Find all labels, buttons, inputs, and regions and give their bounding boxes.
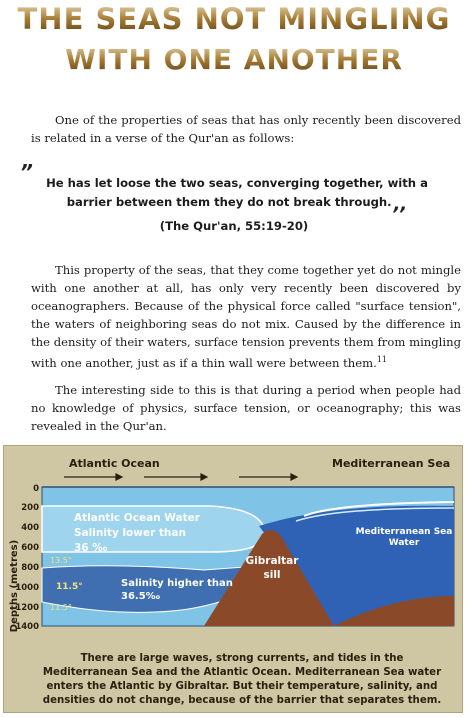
quote-citation: (The Qur'an, 55:19-20) <box>159 219 309 233</box>
depth-tick: 800 <box>21 563 39 573</box>
depth-tick: 200 <box>21 503 39 513</box>
body-paragraph-1-text: This property of the seas, that they come together yet do not mingle with one another at all, has only very recently been discovered by oceanographers. Because of the physical force called "surface tension", the waters of neighboring seas do not mix. Caused by the difference in the density of their waters, surface tension prevents them from mingling with one another, just as if a thin wall were between them. <box>31 263 461 370</box>
atlantic-ocean-label: Atlantic Ocean <box>69 457 160 470</box>
page-title-line-2: WITH ONE ANOTHER <box>0 43 468 76</box>
temperature-label: 11.5° <box>50 603 72 612</box>
quote-body: He has let loose the two seas, converging together, with a barrier between them they do not break through. <box>46 176 428 209</box>
footnote-marker: 11 <box>376 355 387 364</box>
arrow-head-icon <box>201 474 207 480</box>
mediterranean-sea-label: Mediterranean Sea <box>332 457 451 470</box>
salinity-lower-value: 36 ‰ <box>74 542 108 554</box>
quote-close-mark: ,, <box>393 194 408 215</box>
mediterranean-water-label-1: Mediterranean Sea <box>355 527 453 537</box>
depth-tick: 400 <box>21 523 39 533</box>
arrow-head-icon <box>291 474 297 480</box>
body-paragraph-2: The interesting side to this is that during a period when people had no knowledge of physics, surface tension, or oceanography; this was revealed in the Qur'an. <box>31 383 461 433</box>
salinity-lower-label: Salinity lower than <box>74 527 186 539</box>
arrow-head-icon <box>116 474 122 480</box>
quote-text <box>30 174 444 215</box>
body-paragraph-1 <box>31 261 461 372</box>
gibraltar-label: Gibraltar <box>245 555 299 567</box>
atlantic-water-label: Atlantic Ocean Water <box>74 512 200 524</box>
depth-tick: 600 <box>21 543 39 553</box>
temperature-label: 13.5° <box>50 556 72 565</box>
depth-axis-label: Depths (metres) <box>9 539 20 633</box>
page-title-line-1: THE SEAS NOT MINGLING <box>0 2 468 36</box>
depth-tick: 1200 <box>15 603 39 613</box>
sill-label: sill <box>263 569 281 581</box>
salinity-higher-label: Salinity higher than <box>121 578 233 589</box>
figure-caption: There are large waves, strong currents, and tides in the Mediterranean Sea and the Atlantic Ocean. Mediterranean Sea water enters the Atlantic by Gibraltar. But their temperature, salinity, and densities do not change, because of the barrier that separates them. <box>42 653 442 706</box>
quote-open-mark: ” <box>20 160 33 184</box>
depth-tick: 0 <box>33 484 39 494</box>
mediterranean-water-label-2: Water <box>388 538 420 548</box>
depth-tick: 1400 <box>15 622 39 632</box>
salinity-higher-value: 36.5‰ <box>121 591 161 602</box>
intro-paragraph: One of the properties of seas that has only recently been discovered is related in a verse of the Qur'an as follows: <box>31 113 461 145</box>
temperature-label: 11.5° <box>56 582 83 592</box>
depth-tick: 1000 <box>15 583 39 593</box>
